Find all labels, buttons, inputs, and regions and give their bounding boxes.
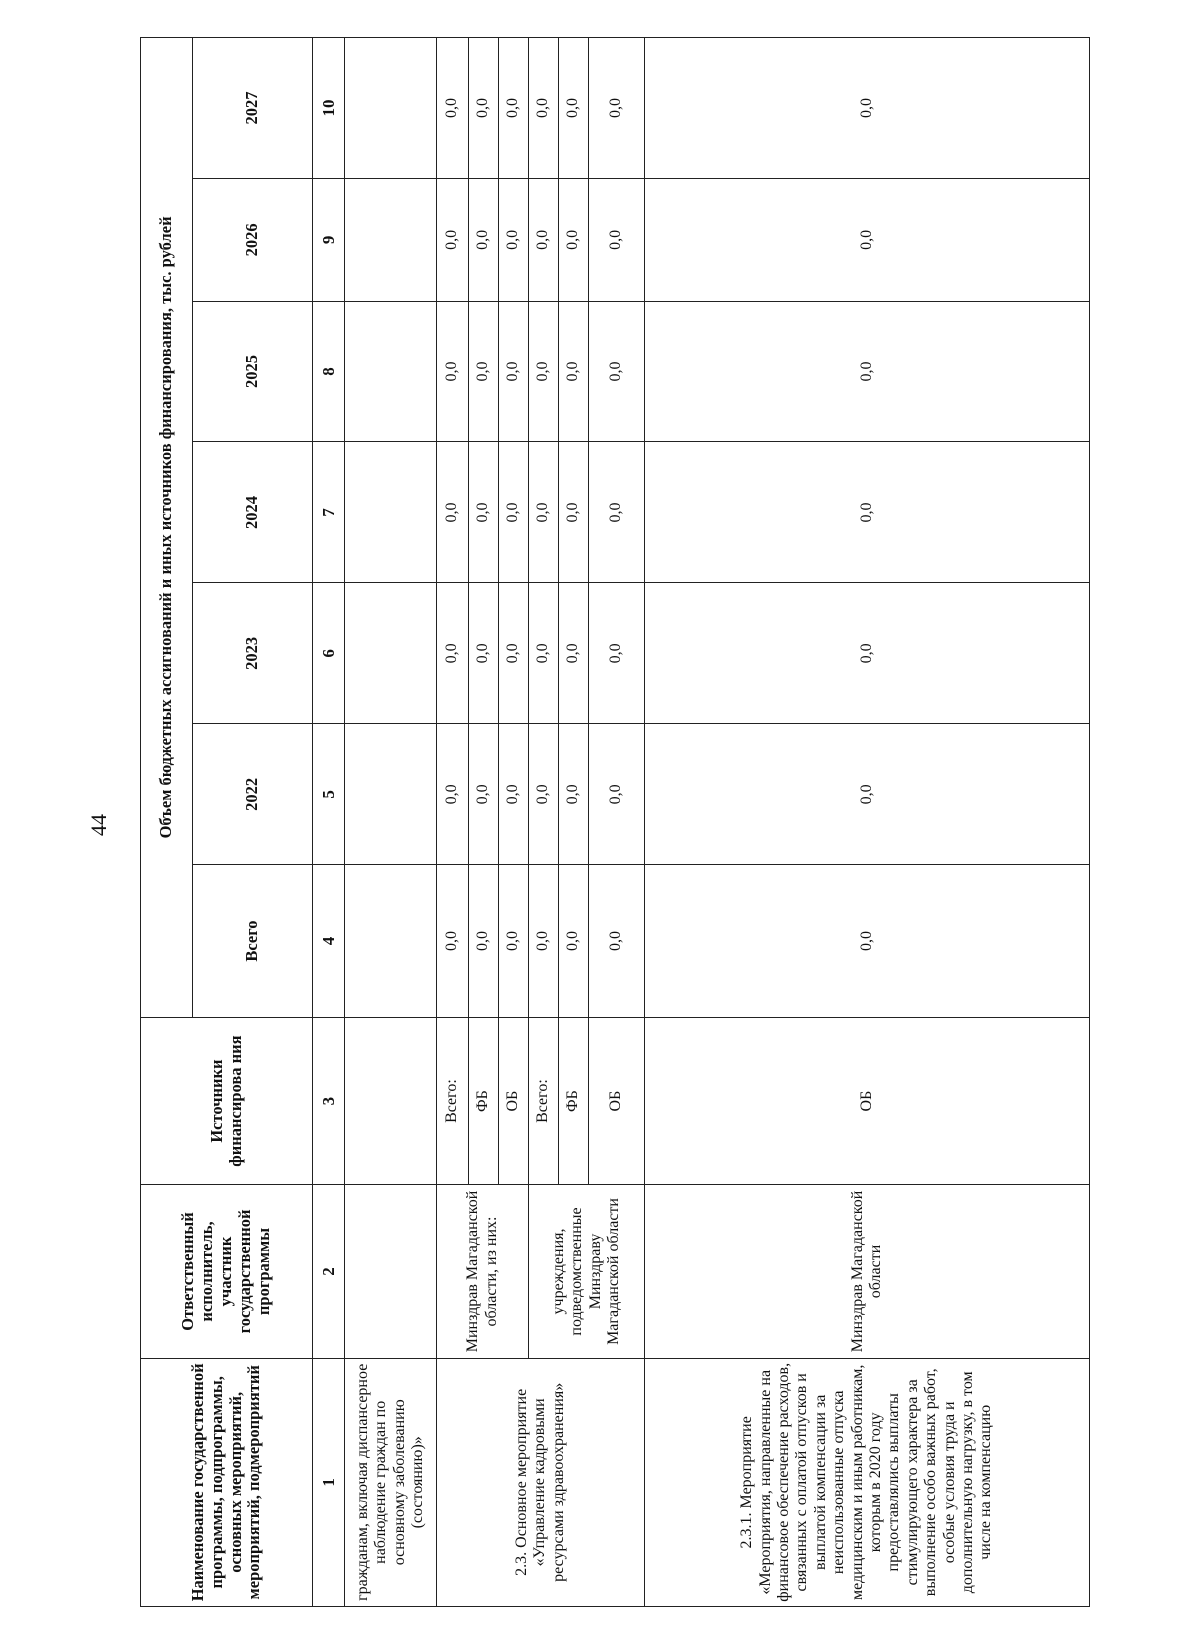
value-cell: 0,0: [589, 583, 645, 724]
value-cell: 0,0: [529, 179, 559, 301]
value-cell: 0,0: [469, 583, 499, 724]
value-cell: 0,0: [589, 724, 645, 865]
column-number: 3: [313, 1017, 345, 1185]
measure-2-3-name: 2.3. Основное мероприятие «Управление кадровыми ресурсами здравоохранения»: [437, 1358, 645, 1606]
value-cell: 0,0: [589, 301, 645, 442]
value-cell: 0,0: [499, 865, 529, 1018]
column-number: 6: [313, 583, 345, 724]
rotated-table-frame: [140, 37, 1090, 1607]
header-source: Источники финансирова ния: [141, 1017, 313, 1185]
source-cell: Всего:: [437, 1017, 469, 1185]
value-cell: 0,0: [499, 583, 529, 724]
value-cell: 0,0: [437, 301, 469, 442]
table-row: [645, 38, 1090, 1607]
value-cell: 0,0: [645, 724, 1090, 865]
value-cell: 0,0: [499, 179, 529, 301]
column-number: 5: [313, 724, 345, 865]
value-cell: 0,0: [529, 865, 559, 1018]
value-cell: 0,0: [499, 301, 529, 442]
value-cell: 0,0: [437, 442, 469, 583]
column-number: 1: [313, 1358, 345, 1606]
column-number: 2: [313, 1185, 345, 1358]
value-cell: 0,0: [645, 583, 1090, 724]
value-cell: 0,0: [529, 301, 559, 442]
value-cell: 0,0: [589, 442, 645, 583]
financing-table: [140, 37, 1090, 1607]
value-cell: 0,0: [469, 442, 499, 583]
header-year: 2025: [193, 301, 313, 442]
source-cell: Всего:: [529, 1017, 559, 1185]
value-cell: 0,0: [559, 865, 589, 1018]
column-number: 4: [313, 865, 345, 1018]
value-cell: 0,0: [645, 301, 1090, 442]
header-executor: Ответственный исполнитель, участник государственной программы: [141, 1185, 313, 1358]
page-number: 44: [86, 814, 111, 836]
value-cell: 0,0: [559, 724, 589, 865]
header-year: 2024: [193, 442, 313, 583]
value-cell: 0,0: [437, 583, 469, 724]
value-cell: 0,0: [469, 38, 499, 179]
value-cell: 0,0: [559, 442, 589, 583]
value-cell: 0,0: [529, 583, 559, 724]
value-cell: 0,0: [645, 442, 1090, 583]
source-cell: ОБ: [589, 1017, 645, 1185]
value-cell: 0,0: [469, 865, 499, 1018]
column-number: 8: [313, 301, 345, 442]
value-cell: 0,0: [469, 301, 499, 442]
header-year: 2023: [193, 583, 313, 724]
value-cell: 0,0: [589, 865, 645, 1018]
table-row: [437, 38, 469, 1607]
measure-2-3-executor: Минздрав Магаданской области, из них:: [437, 1185, 529, 1358]
measure-2-3-subordinate: учреждения, подведомственные Минздраву Магаданской области: [529, 1185, 645, 1358]
header-year: Всего: [193, 865, 313, 1018]
value-cell: 0,0: [589, 38, 645, 179]
value-cell: 0,0: [499, 38, 529, 179]
header-year: 2026: [193, 179, 313, 301]
header-name: Наименование государственной программы, подпрограммы, основных мероприятий, мероприятий, подмероприятий: [141, 1358, 313, 1606]
value-cell: 0,0: [589, 179, 645, 301]
source-cell: ФБ: [469, 1017, 499, 1185]
column-number: 9: [313, 179, 345, 301]
value-cell: 0,0: [559, 301, 589, 442]
measure-2-3-1-executor: Минздрав Магаданской области: [645, 1185, 1090, 1358]
value-cell: 0,0: [645, 179, 1090, 301]
value-cell: 0,0: [529, 442, 559, 583]
value-cell: 0,0: [529, 724, 559, 865]
value-cell: 0,0: [437, 38, 469, 179]
value-cell: 0,0: [559, 583, 589, 724]
value-cell: 0,0: [437, 724, 469, 865]
header-funding-group: Объем бюджетных ассигнований и иных источников финансирования, тыс. рублей: [141, 38, 193, 1018]
value-cell: 0,0: [469, 179, 499, 301]
value-cell: 0,0: [559, 179, 589, 301]
value-cell: 0,0: [437, 179, 469, 301]
column-number: 7: [313, 442, 345, 583]
value-cell: 0,0: [529, 38, 559, 179]
value-cell: 0,0: [645, 865, 1090, 1018]
source-cell: ОБ: [645, 1017, 1090, 1185]
value-cell: 0,0: [437, 865, 469, 1018]
value-cell: 0,0: [559, 38, 589, 179]
column-number: 10: [313, 38, 345, 179]
value-cell: 0,0: [469, 724, 499, 865]
value-cell: 0,0: [499, 724, 529, 865]
continuation-name: гражданам, включая диспансерное наблюдение граждан по основному заболеванию (состоянию)»: [345, 1358, 437, 1606]
source-cell: ОБ: [499, 1017, 529, 1185]
source-cell: ФБ: [559, 1017, 589, 1185]
header-year: 2022: [193, 724, 313, 865]
value-cell: 0,0: [645, 38, 1090, 179]
header-year: 2027: [193, 38, 313, 179]
measure-2-3-1-name: 2.3.1. Мероприятие «Мероприятия, направленные на финансовое обеспечение расходов, связанных с оплатой отпусков и выплатой компенсации за неиспользованные отпуска медицинским и иным работникам, которым в 2020 году предоставлялись выплаты стимулирующего характера за выполнение особо важных работ, особые условия труда и дополнительную нагрузку, в том числе на компенсацию: [645, 1358, 1090, 1606]
value-cell: 0,0: [499, 442, 529, 583]
